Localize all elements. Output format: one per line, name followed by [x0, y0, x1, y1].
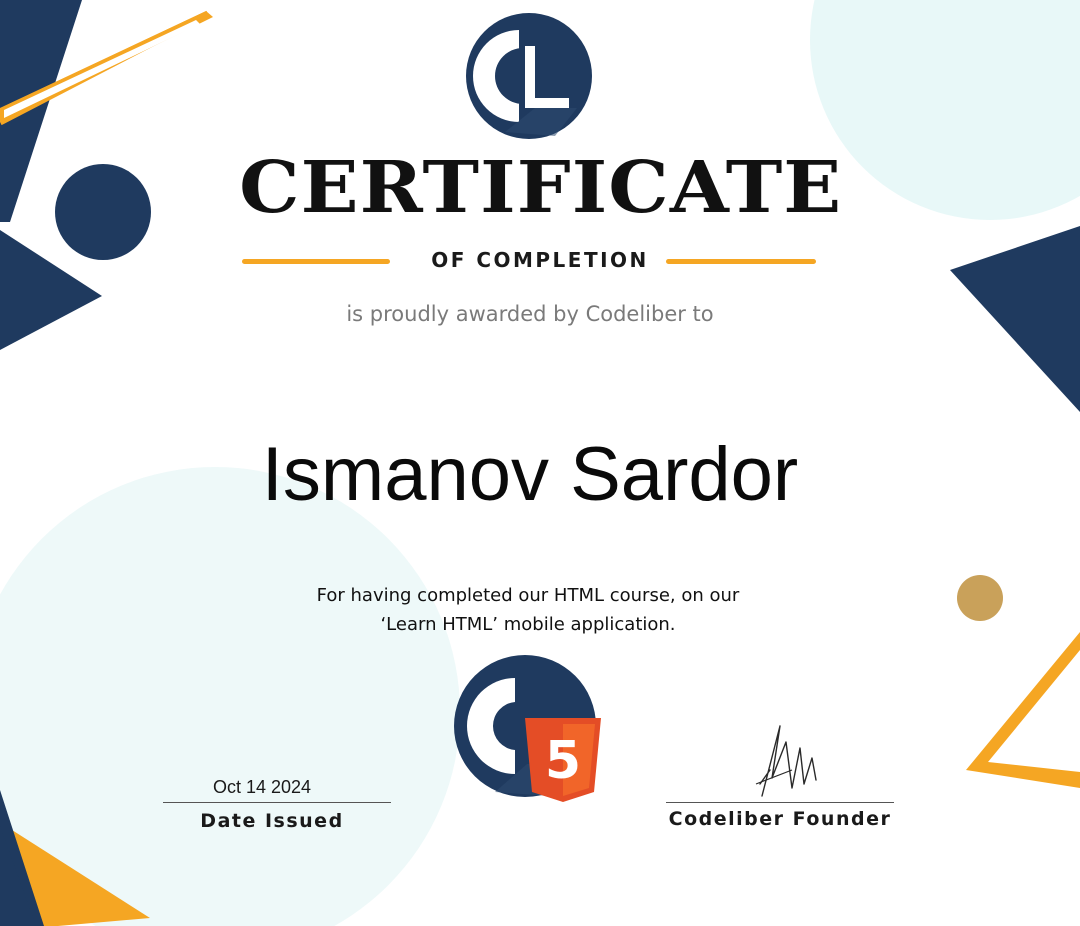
description: [0, 581, 1056, 639]
signature-line: [666, 802, 894, 803]
description-line-2: ‘Learn HTML’ mobile application.: [380, 614, 676, 635]
signer-label: Codeliber Founder: [668, 808, 892, 830]
description-line-1: For having completed our HTML course, on our: [316, 585, 740, 606]
date-line: [163, 802, 391, 803]
recipient-name: Ismanov Sardor: [261, 432, 799, 517]
course-logo: [453, 654, 603, 804]
codeliber-logo-icon: [465, 12, 593, 140]
mint-circle-bottom-left: [0, 467, 460, 926]
orange-outline-triangle-right: [966, 632, 1080, 788]
html5-badge-number: 5: [544, 731, 582, 791]
html5-icon: [525, 718, 601, 802]
signature-icon: [752, 718, 826, 800]
certificate-title: CERTIFICATE: [239, 145, 843, 229]
date-issued-label: Date Issued: [200, 810, 344, 832]
date-issued-value: Oct 14 2024: [213, 777, 312, 797]
awarded-line: is proudly awarded by Codeliber to: [346, 302, 714, 326]
certificate-subtitle: OF COMPLETION: [431, 248, 649, 272]
